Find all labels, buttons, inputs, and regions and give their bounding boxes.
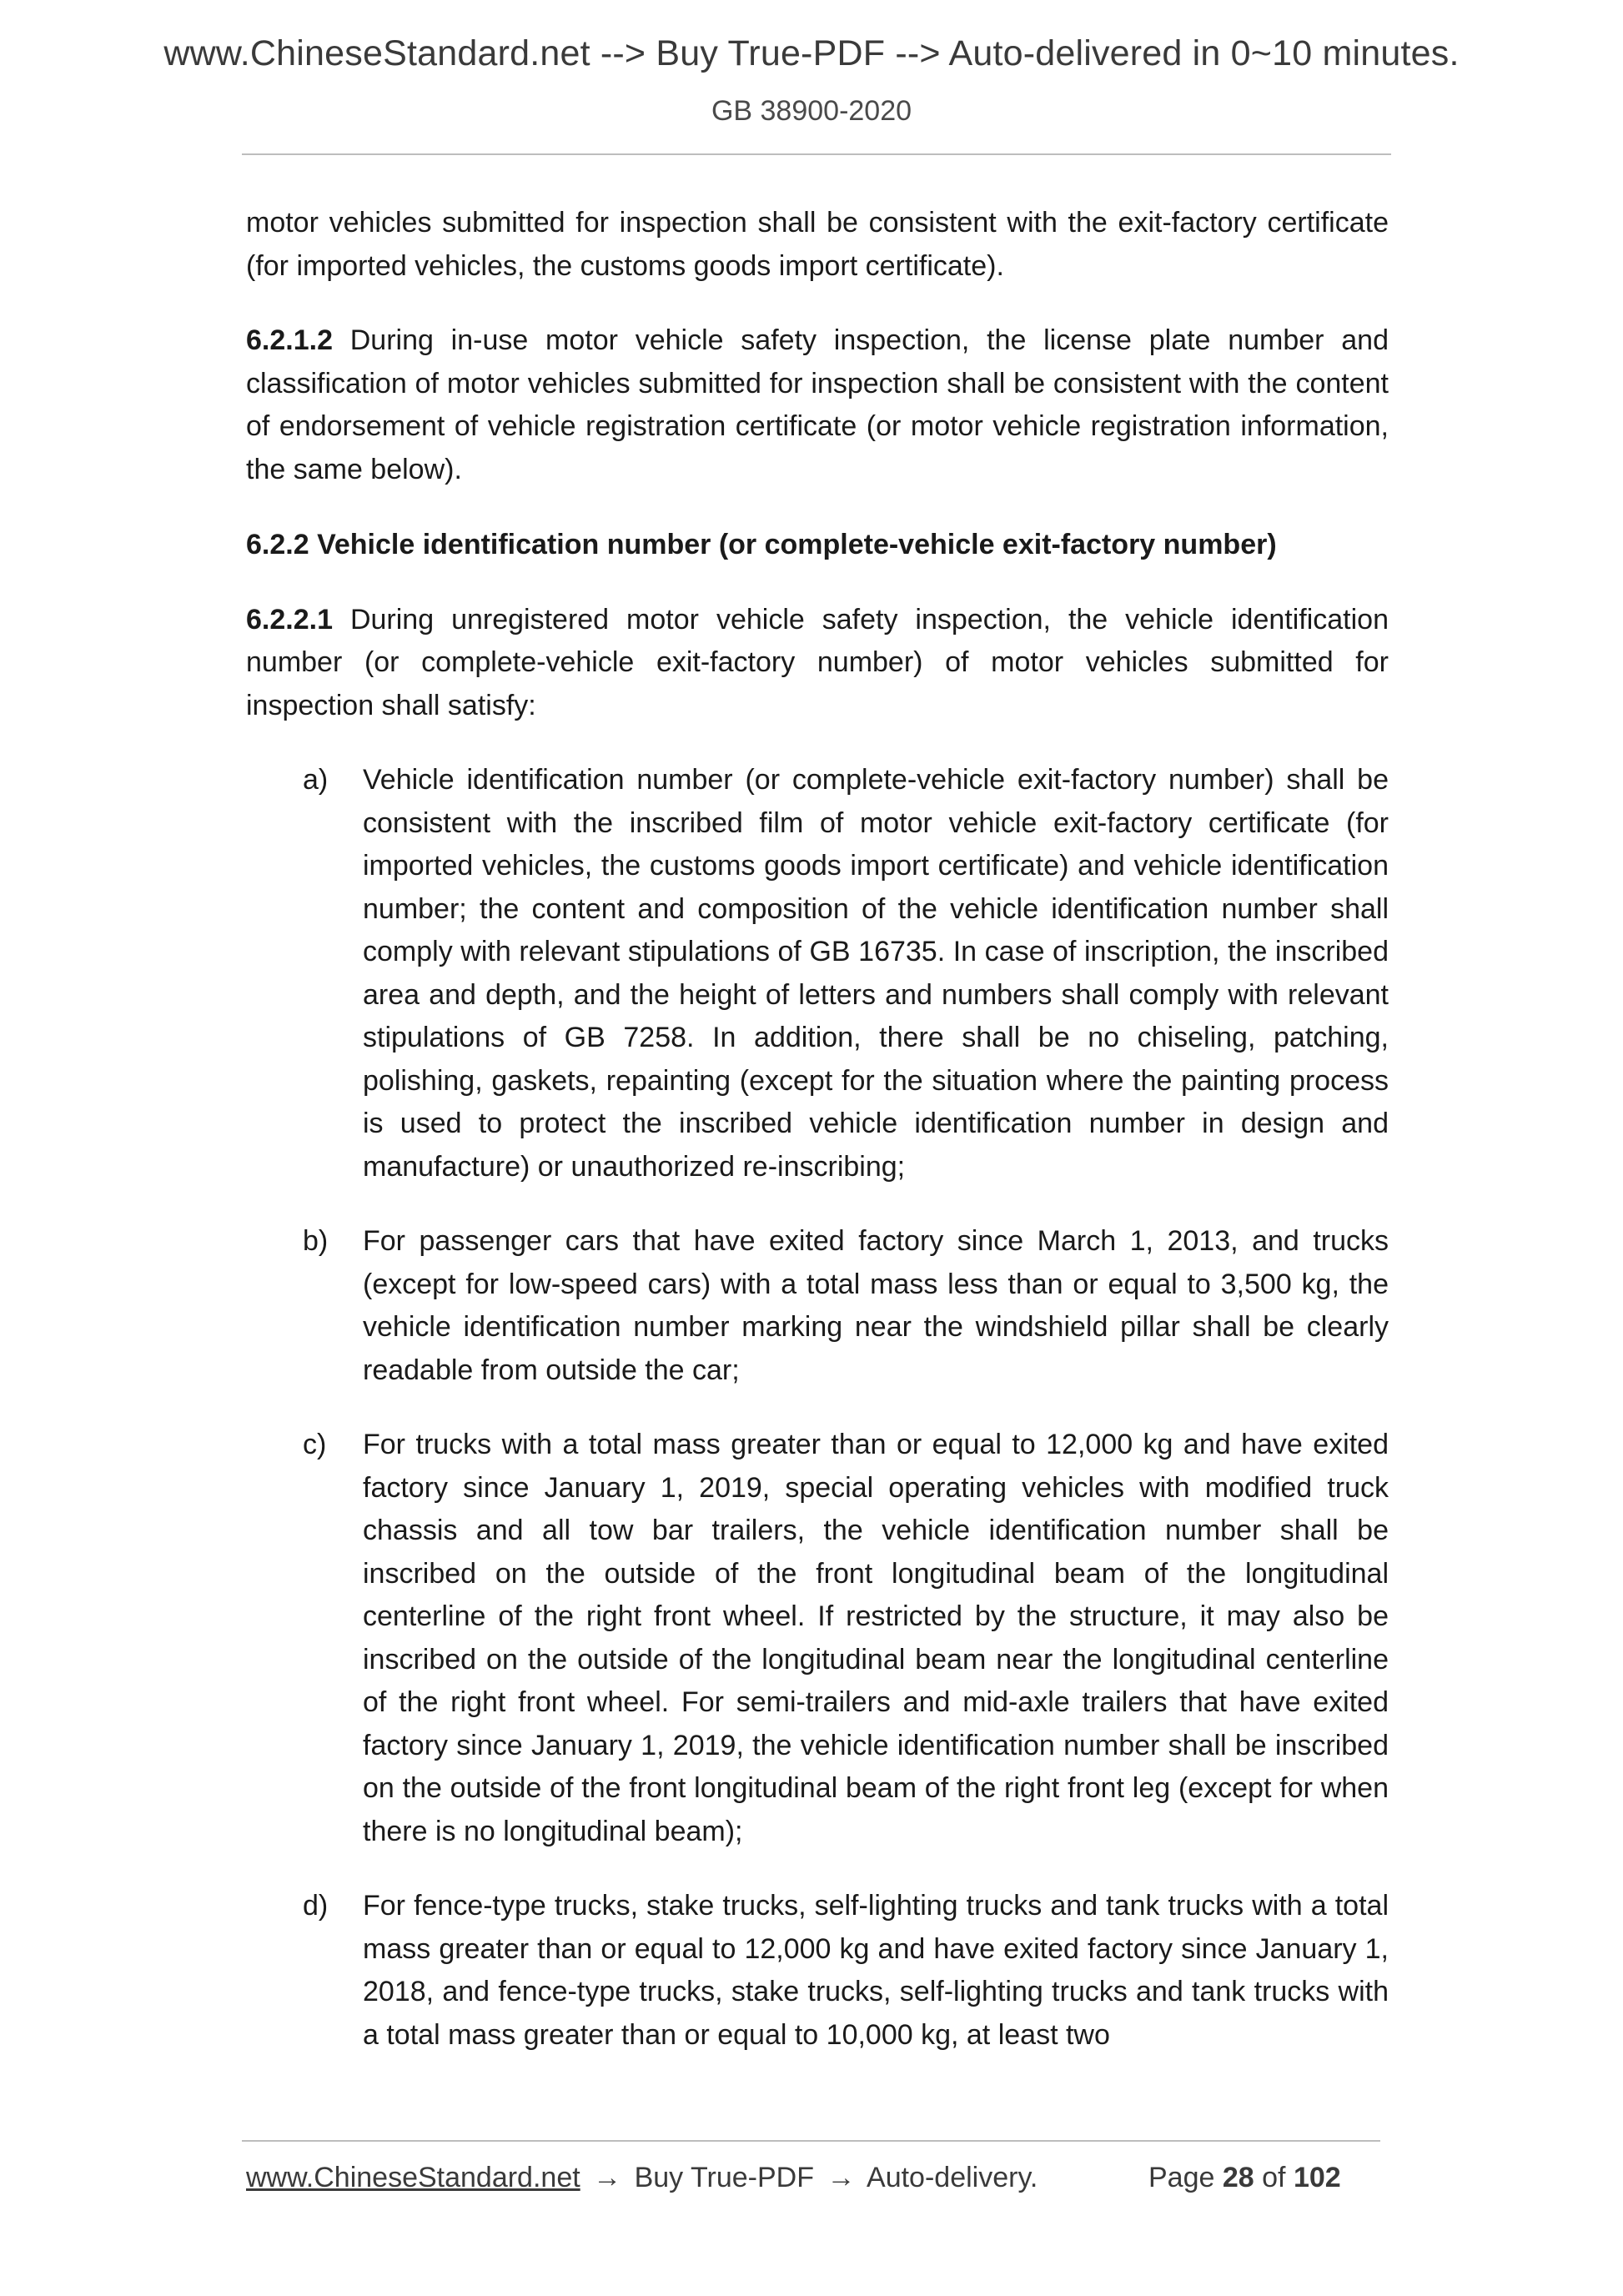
clause-text: During unregistered motor vehicle safety inspection, the vehicle identification number (or complete-vehicle exit-factory number) of motor vehicles submitted for inspection shall satisfy: — [246, 603, 1389, 721]
list-item-d — [246, 1885, 1389, 2057]
list-marker: a) — [303, 764, 329, 796]
list-item-text: For trucks with a total mass greater than or equal to 12,000 kg and have exited factory since January 1, 2019, special operating vehicles with modified truck chassis and all tow bar trailers, the vehicle identification number shall be inscribed on the outside of the front longitudinal beam of the longitudinal centerline of the right front wheel. If restricted by the structure, it may also be inscribed on the outside of the longitudinal beam near the longitudinal centerline of the right front wheel. For semi-trailers and mid-axle trailers that have exited factory since January 1, 2019, the vehicle identification number shall be inscribed on the outside of the front longitudinal beam of the right front leg (except for when there is no longitudinal beam); — [363, 1429, 1389, 1847]
page-indicator — [1148, 2162, 1341, 2194]
page-of-label: of — [1262, 2162, 1286, 2193]
clause-6-2-1-2 — [246, 319, 1389, 491]
list-item-b — [246, 1220, 1389, 1392]
arrow-icon: → — [827, 2162, 856, 2193]
continuation-paragraph: motor vehicles submitted for inspection shall be consistent with the exit-factory certificate (for imported vehicles, the customs goods import certificate). — [246, 207, 1389, 282]
top-banner: www.ChineseStandard.net --> Buy True-PDF --> Auto-delivered in 0~10 minutes. — [163, 33, 1460, 73]
list-item-text: Vehicle identification number (or complete-vehicle exit-factory number) shall be consistent with the inscribed film of motor vehicle exit-factory certificate (for imported vehicles, the customs goods import certificate) and vehicle identification number; the content and composition of the vehicle identification number shall comply with relevant stipulations of GB 16735. In case of inscription, the inscribed area and depth, and the height of letters and numbers shall comply with relevant stipulations of GB 7258. In addition, there shall be no chiseling, patching, polishing, gaskets, repainting (except for the situation where the painting process is used to protect the inscribed vehicle identification number in design and manufacture) or unauthorized re-inscribing; — [363, 764, 1389, 1183]
clause-text: During in-use motor vehicle safety inspection, the license plate number and classification of motor vehicles submitted for inspection shall be consistent with the content of endorsement of vehicle registration certificate (or motor vehicle registration information, the same below). — [246, 324, 1389, 485]
page-total: 102 — [1293, 2162, 1341, 2193]
list-marker: c) — [303, 1429, 327, 1460]
delivery-text: Auto-delivery. — [867, 2162, 1038, 2193]
list-item-text: For passenger cars that have exited factory since March 1, 2013, and trucks (except for low-speed cars) with a total mass less than or equal to 3,500 kg, the vehicle identification number marking near the windshield pillar shall be clearly readable from outside the car; — [363, 1225, 1389, 1386]
clause-number: 6.2.1.2 — [246, 324, 333, 356]
page-label: Page — [1148, 2162, 1215, 2193]
buy-text: Buy True-PDF — [634, 2162, 814, 2193]
page-body — [246, 202, 1389, 2088]
page-footer — [246, 2162, 1389, 2198]
footer-divider — [242, 2140, 1380, 2142]
list-item-text: For fence-type trucks, stake trucks, self-lighting trucks and tank trucks with a total mass greater than or equal to 12,000 kg and have exited factory since January 1, 2018, and fence-type trucks, stake trucks, self-lighting trucks and tank trucks with a total mass greater than or equal to 10,000 kg, at least two — [363, 1890, 1389, 2051]
section-heading-6-2-2: 6.2.2 Vehicle identification number (or complete-vehicle exit-factory number) — [246, 529, 1277, 560]
page-current: 28 — [1222, 2162, 1254, 2193]
footer-links — [246, 2162, 1038, 2194]
header-divider — [242, 153, 1391, 155]
standard-code: GB 38900-2020 — [711, 95, 912, 127]
list-item-c — [246, 1424, 1389, 1853]
list-item-a — [246, 759, 1389, 1188]
list-marker: d) — [303, 1890, 329, 1922]
list-marker: b) — [303, 1225, 329, 1257]
clause-6-2-2-1 — [246, 599, 1389, 728]
site-link[interactable]: www.ChineseStandard.net — [246, 2162, 580, 2193]
clause-number: 6.2.2.1 — [246, 603, 333, 636]
arrow-icon: → — [593, 2162, 622, 2193]
